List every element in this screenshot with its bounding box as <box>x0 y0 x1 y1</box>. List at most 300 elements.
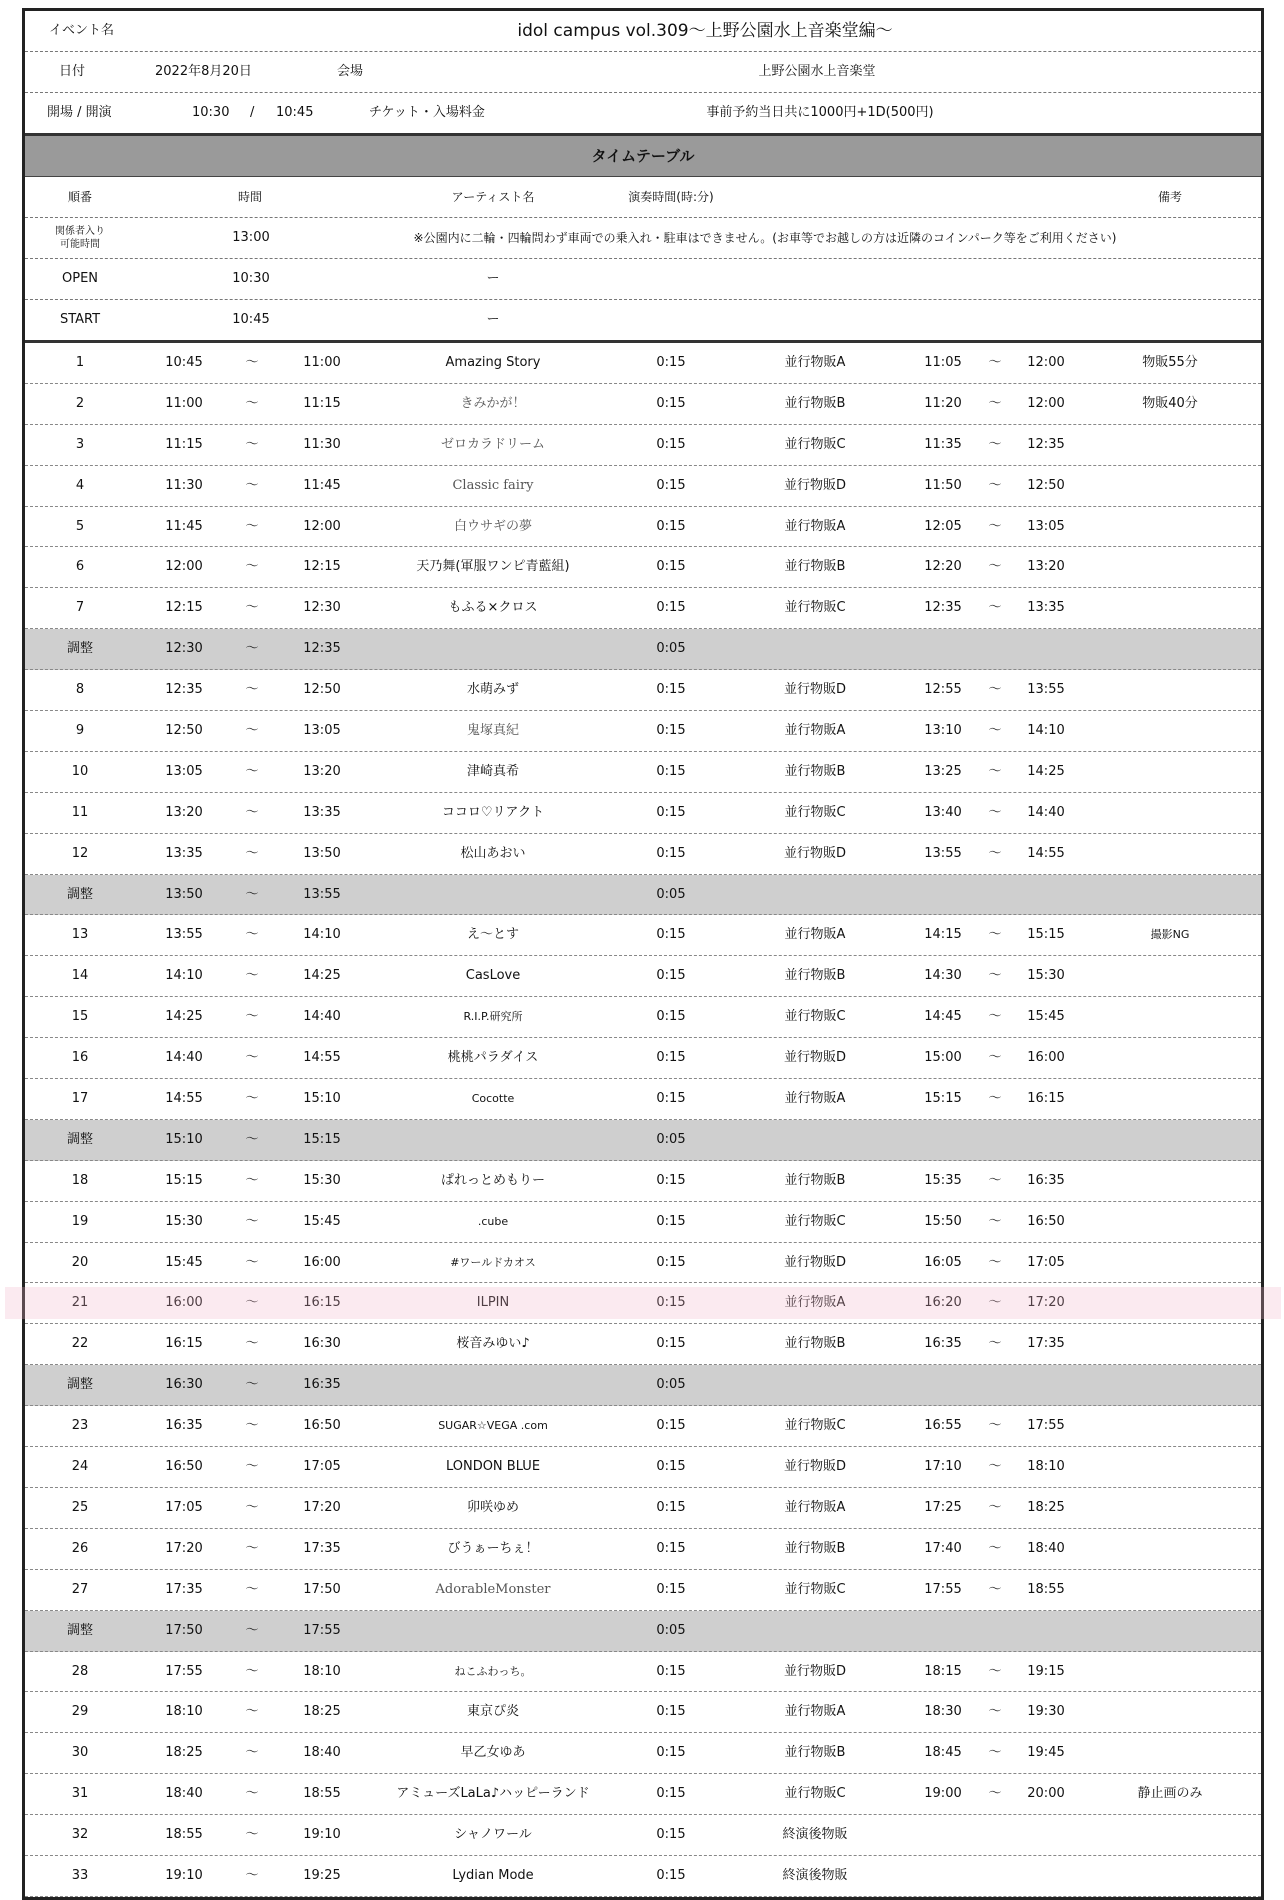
time-tilde: 〜 <box>245 600 259 616</box>
time-tilde: 〜 <box>245 1213 259 1229</box>
row-number: 5 <box>75 518 85 534</box>
row-number: 15 <box>71 1009 89 1025</box>
merch-tilde: 〜 <box>988 1786 1002 1802</box>
merch-start-time: 13:25 <box>924 763 962 779</box>
merch-booth: 並行物販C <box>784 1213 846 1229</box>
merch-booth: 並行物販D <box>783 1459 847 1475</box>
merch-booth: 並行物販B <box>784 763 846 779</box>
merch-start-time: 14:45 <box>924 1009 962 1025</box>
end-time: 13:05 <box>303 723 341 739</box>
start-time: 13:20 <box>165 804 203 820</box>
table-row <box>25 507 1261 548</box>
row-number: 10 <box>71 763 89 779</box>
merch-end-time: 14:55 <box>1027 845 1065 861</box>
open-row-time: 10:30 <box>232 271 270 286</box>
merch-booth: 並行物販A <box>784 927 846 943</box>
start-time: 18:40 <box>165 1786 203 1802</box>
merch-booth: 並行物販A <box>784 1091 846 1107</box>
end-time: 19:10 <box>303 1827 341 1843</box>
merch-booth: 並行物販B <box>784 395 846 411</box>
start-time: 16:15 <box>165 1336 203 1352</box>
merch-booth: 並行物販C <box>784 804 846 820</box>
artist-name: 桃桃パラダイス <box>447 1050 539 1066</box>
performance-duration: 0:15 <box>656 845 686 861</box>
time-tilde: 〜 <box>245 1827 259 1843</box>
end-time: 16:30 <box>303 1336 341 1352</box>
artist-name: 桜音みゆい♪ <box>456 1336 530 1352</box>
start-time: 13:05 <box>165 763 203 779</box>
row-number: 12 <box>71 845 89 861</box>
end-time: 11:30 <box>303 436 341 452</box>
merch-end-time: 18:40 <box>1027 1540 1065 1556</box>
artist-name: 鬼塚真紀 <box>466 723 520 739</box>
time-tilde: 〜 <box>245 1459 259 1475</box>
merch-tilde: 〜 <box>988 682 1002 698</box>
row-number: 調整 <box>66 886 94 902</box>
performance-duration: 0:05 <box>656 886 686 902</box>
row-number: 28 <box>71 1663 89 1679</box>
merch-tilde: 〜 <box>988 1172 1002 1188</box>
end-time: 12:30 <box>303 600 341 616</box>
end-time: 17:35 <box>303 1540 341 1556</box>
merch-booth: 終演後物販 <box>782 1867 848 1883</box>
open-time: 10:30 <box>192 105 230 120</box>
end-time: 14:55 <box>303 1050 341 1066</box>
end-time: 11:15 <box>303 395 341 411</box>
table-row <box>25 343 1261 384</box>
time-tilde: 〜 <box>245 518 259 534</box>
row-number: 4 <box>75 477 85 493</box>
staff-label-line1: 関係者入り <box>55 226 105 237</box>
artist-name: ココロ♡リアクト <box>441 804 545 820</box>
merch-tilde: 〜 <box>988 804 1002 820</box>
start-time: 15:10 <box>165 1131 203 1147</box>
artist-name: ぱれっとめもりー <box>440 1172 546 1188</box>
time-tilde: 〜 <box>245 355 259 370</box>
table-row <box>25 793 1261 834</box>
artist-name: もふる×クロス <box>448 600 538 616</box>
merch-booth: 並行物販A <box>784 518 846 534</box>
row-number: 20 <box>71 1254 89 1270</box>
merch-start-time: 11:35 <box>924 436 962 452</box>
start-time: 11:00 <box>165 395 203 411</box>
artist-name: 白ウサギの夢 <box>453 518 533 534</box>
end-time: 14:10 <box>303 927 341 943</box>
merch-booth: 並行物販D <box>783 1663 847 1679</box>
remarks: 静止画のみ <box>1137 1786 1203 1802</box>
merch-end-time: 18:25 <box>1027 1499 1065 1515</box>
open-row-dash: ー <box>486 271 500 286</box>
end-time: 13:20 <box>303 763 341 779</box>
end-time: 12:00 <box>303 518 341 534</box>
merch-start-time: 12:55 <box>924 682 962 698</box>
start-time: 14:55 <box>165 1091 203 1107</box>
time-tilde: 〜 <box>245 723 259 739</box>
row-number: 1 <box>75 355 85 370</box>
merch-start-time: 17:40 <box>924 1540 962 1556</box>
row-number: 7 <box>75 600 85 616</box>
end-time: 11:00 <box>303 355 341 370</box>
time-tilde: 〜 <box>245 1418 259 1434</box>
start-row-dash: ー <box>486 312 500 327</box>
table-row <box>25 752 1261 793</box>
merch-tilde: 〜 <box>988 1418 1002 1434</box>
time-tilde: 〜 <box>245 436 259 452</box>
time-tilde: 〜 <box>245 1663 259 1679</box>
row-number: 8 <box>75 682 85 698</box>
artist-name: CasLove <box>465 968 521 984</box>
open-separator: / <box>250 105 255 120</box>
merch-end-time: 15:15 <box>1027 927 1065 943</box>
table-row <box>25 670 1261 711</box>
row-number: 9 <box>75 723 85 739</box>
table-row <box>25 1815 1261 1856</box>
end-time: 16:50 <box>303 1418 341 1434</box>
end-time: 16:00 <box>303 1254 341 1270</box>
start-time: 17:50 <box>165 1622 203 1638</box>
row-number: 17 <box>71 1091 89 1107</box>
start-row-time: 10:45 <box>232 312 270 327</box>
start-time: 12:15 <box>165 600 203 616</box>
start-label: START <box>59 312 101 327</box>
merch-start-time: 17:55 <box>924 1581 962 1597</box>
start-time: 11:30 <box>165 477 203 493</box>
performance-duration: 0:15 <box>656 1050 686 1066</box>
merch-start-time: 11:50 <box>924 477 962 493</box>
merch-end-time: 17:20 <box>1027 1295 1065 1311</box>
end-time: 12:35 <box>303 641 341 657</box>
start-time: 16:30 <box>165 1377 203 1393</box>
artist-name: アミューズLaLa♪ハッピーランド <box>396 1786 590 1802</box>
artist-name: Lydian Mode <box>452 1867 534 1883</box>
merch-tilde: 〜 <box>988 968 1002 984</box>
merch-tilde: 〜 <box>988 1581 1002 1597</box>
merch-tilde: 〜 <box>988 355 1002 370</box>
table-row <box>25 915 1261 956</box>
performance-duration: 0:15 <box>656 518 686 534</box>
performance-duration: 0:15 <box>656 1213 686 1229</box>
merch-booth: 並行物販B <box>784 1540 846 1556</box>
end-time: 15:15 <box>303 1131 341 1147</box>
merch-booth: 並行物販B <box>784 968 846 984</box>
merch-end-time: 12:50 <box>1027 477 1065 493</box>
table-row <box>25 425 1261 466</box>
artist-name: AdorableMonster <box>435 1581 551 1597</box>
performance-duration: 0:15 <box>656 1704 686 1720</box>
performance-duration: 0:15 <box>656 927 686 943</box>
artist-name: .cube <box>477 1214 509 1228</box>
row-number: 調整 <box>66 641 94 657</box>
merch-start-time: 16:35 <box>924 1336 962 1352</box>
time-tilde: 〜 <box>245 1295 259 1311</box>
start-time: 16:35 <box>165 1418 203 1434</box>
start-time: 17:35 <box>165 1581 203 1597</box>
merch-end-time: 14:25 <box>1027 763 1065 779</box>
row-number: 25 <box>71 1499 89 1515</box>
merch-end-time: 14:40 <box>1027 804 1065 820</box>
row-number: 調整 <box>66 1622 94 1638</box>
merch-end-time: 16:00 <box>1027 1050 1065 1066</box>
row-number: 31 <box>71 1786 89 1802</box>
table-row <box>25 1570 1261 1611</box>
row-number: 11 <box>71 804 89 820</box>
start-time: 10:45 <box>165 355 203 370</box>
performance-duration: 0:15 <box>656 1459 686 1475</box>
merch-end-time: 19:15 <box>1027 1663 1065 1679</box>
merch-end-time: 16:35 <box>1027 1172 1065 1188</box>
merch-tilde: 〜 <box>988 1009 1002 1025</box>
table-row <box>25 1774 1261 1815</box>
performance-duration: 0:15 <box>656 1295 686 1311</box>
end-time: 14:40 <box>303 1009 341 1025</box>
end-time: 15:10 <box>303 1091 341 1107</box>
performance-duration: 0:15 <box>656 1336 686 1352</box>
table-row <box>25 956 1261 997</box>
staff-entry-row <box>25 218 1261 259</box>
table-row <box>25 1079 1261 1120</box>
time-tilde: 〜 <box>245 477 259 493</box>
performance-duration: 0:15 <box>656 1091 686 1107</box>
artist-name: LONDON BLUE <box>445 1459 541 1475</box>
merch-start-time: 13:10 <box>924 723 962 739</box>
start-time: 11:15 <box>165 436 203 452</box>
table-row <box>25 834 1261 875</box>
header-artist: アーティスト名 <box>451 190 535 204</box>
start-time: 18:55 <box>165 1827 203 1843</box>
end-time: 12:50 <box>303 682 341 698</box>
performance-duration: 0:15 <box>656 1745 686 1761</box>
merch-booth: 並行物販C <box>784 1581 846 1597</box>
ticket-label: チケット・入場料金 <box>369 105 485 120</box>
performance-duration: 0:15 <box>656 1499 686 1515</box>
merch-start-time: 12:05 <box>924 518 962 534</box>
merch-tilde: 〜 <box>988 927 1002 943</box>
merch-end-time: 13:55 <box>1027 682 1065 698</box>
venue-label: 会場 <box>337 64 364 79</box>
merch-start-time: 16:55 <box>924 1418 962 1434</box>
start-time: 12:00 <box>165 559 203 575</box>
event-name-label: イベント名 <box>49 23 115 38</box>
table-row <box>25 1856 1261 1897</box>
merch-end-time: 13:20 <box>1027 559 1065 575</box>
row-number: 30 <box>71 1745 89 1761</box>
adjustment-row <box>25 875 1261 916</box>
merch-end-time: 19:45 <box>1027 1745 1065 1761</box>
event-name-row <box>25 11 1261 52</box>
merch-tilde: 〜 <box>988 1050 1002 1066</box>
row-number: 18 <box>71 1172 89 1188</box>
merch-start-time: 12:20 <box>924 559 962 575</box>
time-tilde: 〜 <box>245 559 259 575</box>
start-time: 15:45 <box>165 1254 203 1270</box>
table-row <box>25 1692 1261 1733</box>
adjustment-row <box>25 629 1261 670</box>
merch-booth: 並行物販C <box>784 1009 846 1025</box>
row-number: 13 <box>71 927 89 943</box>
row-number: 32 <box>71 1827 89 1843</box>
schedule-rows <box>25 343 1261 1897</box>
artist-name: Classic fairy <box>452 477 534 493</box>
merch-tilde: 〜 <box>988 436 1002 452</box>
start-time: 15:15 <box>165 1172 203 1188</box>
merch-booth: 並行物販D <box>783 682 847 698</box>
merch-booth: 並行物販A <box>784 1704 846 1720</box>
time-tilde: 〜 <box>245 763 259 779</box>
header-notes: 備考 <box>1157 190 1183 204</box>
merch-end-time: 17:55 <box>1027 1418 1065 1434</box>
merch-start-time: 13:40 <box>924 804 962 820</box>
artist-name: 津崎真希 <box>466 763 520 779</box>
table-row <box>25 1243 1261 1284</box>
row-number: 16 <box>71 1050 89 1066</box>
start-time: 17:05 <box>165 1499 203 1515</box>
artist-name: 松山あおい <box>460 845 526 861</box>
merch-start-time: 16:20 <box>924 1295 962 1311</box>
merch-start-time: 17:25 <box>924 1499 962 1515</box>
merch-end-time: 19:30 <box>1027 1704 1065 1720</box>
merch-end-time: 16:15 <box>1027 1091 1065 1107</box>
timetable-title: タイムテーブル <box>25 136 1261 177</box>
artist-name: きみかが！ <box>460 395 526 411</box>
artist-name: Cocotte <box>471 1092 515 1106</box>
row-number: 19 <box>71 1213 89 1229</box>
row-number: 33 <box>71 1867 89 1883</box>
performance-duration: 0:15 <box>656 395 686 411</box>
artist-name: ゼロカラドリーム <box>440 436 546 452</box>
artist-name: びうぁーちぇ！ <box>447 1540 539 1556</box>
row-number: 26 <box>71 1540 89 1556</box>
row-number: 3 <box>75 436 85 452</box>
merch-booth: 並行物販A <box>784 355 846 370</box>
time-tilde: 〜 <box>245 1131 259 1147</box>
merch-end-time: 12:00 <box>1027 355 1065 370</box>
start-time: 13:55 <box>165 927 203 943</box>
merch-booth: 並行物販D <box>783 845 847 861</box>
table-header <box>25 177 1261 218</box>
merch-start-time: 14:15 <box>924 927 962 943</box>
artist-name: 天乃舞(軍服ワンピ青藍組) <box>416 559 570 575</box>
merch-booth: 並行物販B <box>784 1336 846 1352</box>
merch-booth: 並行物販C <box>784 1418 846 1434</box>
merch-tilde: 〜 <box>988 600 1002 616</box>
table-row <box>25 1283 1261 1324</box>
merch-booth: 並行物販D <box>783 1254 847 1270</box>
merch-start-time: 11:20 <box>924 395 962 411</box>
open-start-label: 開場 / 開演 <box>47 105 112 120</box>
performance-duration: 0:15 <box>656 804 686 820</box>
merch-end-time: 14:10 <box>1027 723 1065 739</box>
performance-duration: 0:15 <box>656 682 686 698</box>
performance-duration: 0:15 <box>656 1827 686 1843</box>
merch-start-time: 15:50 <box>924 1213 962 1229</box>
table-row <box>25 1447 1261 1488</box>
start-time: 12:30 <box>165 641 203 657</box>
event-open-row <box>25 93 1261 136</box>
merch-tilde: 〜 <box>988 395 1002 411</box>
table-row <box>25 1529 1261 1570</box>
end-time: 18:10 <box>303 1663 341 1679</box>
performance-duration: 0:15 <box>656 1663 686 1679</box>
merch-start-time: 16:05 <box>924 1254 962 1270</box>
artist-name: ねこふわっち。 <box>454 1664 532 1678</box>
row-number: 2 <box>75 395 85 411</box>
time-tilde: 〜 <box>245 1377 259 1393</box>
row-number: 6 <box>75 559 85 575</box>
start-time: 18:25 <box>165 1745 203 1761</box>
end-time: 17:50 <box>303 1581 341 1597</box>
merch-start-time: 12:35 <box>924 600 962 616</box>
performance-duration: 0:15 <box>656 763 686 779</box>
end-time: 17:20 <box>303 1499 341 1515</box>
start-time: 14:25 <box>165 1009 203 1025</box>
row-number: 調整 <box>66 1131 94 1147</box>
merch-tilde: 〜 <box>988 1663 1002 1679</box>
end-time: 15:45 <box>303 1213 341 1229</box>
remarks: 撮影NG <box>1150 928 1190 942</box>
merch-booth: 並行物販A <box>784 723 846 739</box>
merch-booth: 並行物販C <box>784 436 846 452</box>
end-time: 19:25 <box>303 1867 341 1883</box>
performance-duration: 0:05 <box>656 641 686 657</box>
start-time: 14:10 <box>165 968 203 984</box>
performance-duration: 0:15 <box>656 1254 686 1270</box>
performance-duration: 0:15 <box>656 436 686 452</box>
start-time: 18:10 <box>165 1704 203 1720</box>
merch-tilde: 〜 <box>988 1704 1002 1720</box>
table-row <box>25 711 1261 752</box>
time-tilde: 〜 <box>245 1499 259 1515</box>
performance-duration: 0:15 <box>656 723 686 739</box>
time-tilde: 〜 <box>245 1254 259 1270</box>
performance-duration: 0:15 <box>656 559 686 575</box>
end-time: 13:50 <box>303 845 341 861</box>
merch-end-time: 17:05 <box>1027 1254 1065 1270</box>
merch-start-time: 18:15 <box>924 1663 962 1679</box>
merch-start-time: 18:45 <box>924 1745 962 1761</box>
merch-tilde: 〜 <box>988 723 1002 739</box>
time-tilde: 〜 <box>245 1581 259 1597</box>
artist-name: SUGAR☆VEGA .com <box>438 1419 548 1433</box>
start-time: 17:20 <box>165 1540 203 1556</box>
performance-duration: 0:15 <box>656 1172 686 1188</box>
table-row <box>25 1488 1261 1529</box>
time-tilde: 〜 <box>245 968 259 984</box>
merch-booth: 並行物販D <box>783 1050 847 1066</box>
remarks: 物販55分 <box>1142 355 1198 370</box>
table-row <box>25 1324 1261 1365</box>
time-tilde: 〜 <box>245 1172 259 1188</box>
artist-name: #ワールドカオス <box>450 1255 536 1269</box>
merch-start-time: 18:30 <box>924 1704 962 1720</box>
event-name-value: idol campus vol.309〜上野公園水上音楽堂編〜 <box>517 21 893 41</box>
time-tilde: 〜 <box>245 1704 259 1720</box>
artist-name: Amazing Story <box>445 355 541 370</box>
end-time: 15:30 <box>303 1172 341 1188</box>
table-row <box>25 384 1261 425</box>
performance-duration: 0:15 <box>656 1540 686 1556</box>
merch-booth: 並行物販B <box>784 1745 846 1761</box>
end-time: 17:55 <box>303 1622 341 1638</box>
performance-duration: 0:15 <box>656 968 686 984</box>
time-tilde: 〜 <box>245 1091 259 1107</box>
start-time: 15:30 <box>165 1213 203 1229</box>
performance-duration: 0:05 <box>656 1622 686 1638</box>
table-row <box>25 1161 1261 1202</box>
time-tilde: 〜 <box>245 1009 259 1025</box>
date-value: 2022年8月20日 <box>155 64 252 79</box>
row-number: 29 <box>71 1704 89 1720</box>
staff-entry-label <box>25 225 135 251</box>
